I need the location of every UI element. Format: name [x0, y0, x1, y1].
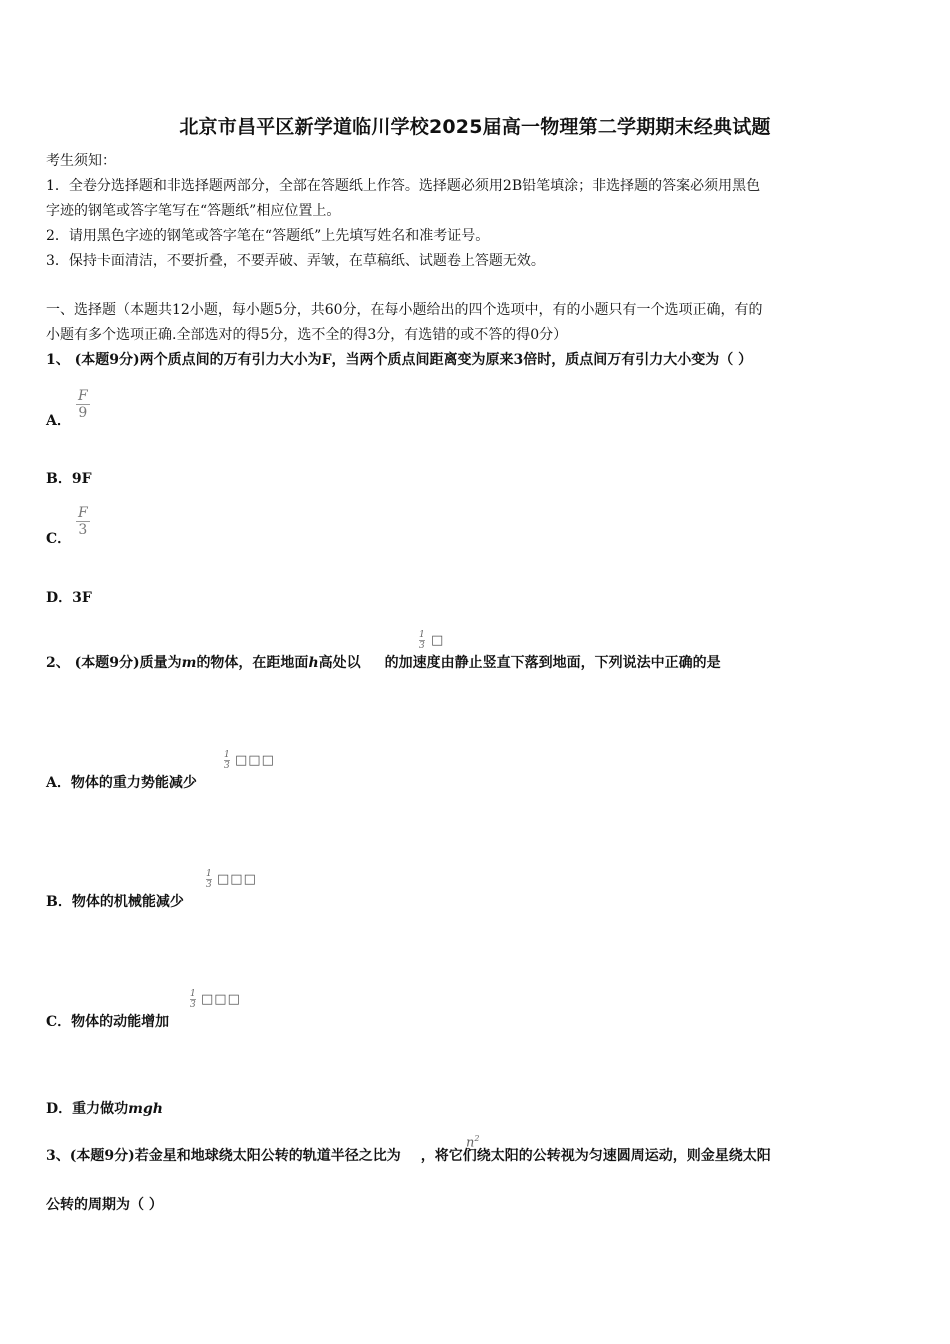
q1-option-d: D．3F: [46, 590, 92, 606]
q3-n-symbol: n: [466, 1135, 475, 1151]
q2-option-b-fraction: [206, 869, 212, 890]
document-title: 北京市昌平区新学道临川学校2025届高一物理第二学期期末经典试题: [179, 116, 771, 138]
section-instructions-line-2: 小题有多个选项正确.全部选对的得5分，选不全的得3分，有选错的或不答的得0分）: [46, 327, 568, 343]
q1-option-a-denominator: 9: [78, 405, 88, 421]
q1-option-b: B．9F: [46, 471, 92, 487]
q1-option-a-numerator: F: [78, 388, 88, 404]
q1-option-c-denominator: 3: [78, 522, 88, 538]
q2-option-a-fraction-den: 3: [224, 761, 230, 771]
notice-item-2: 2．请用黑色字迹的钢笔或答字笔在“答题纸”上先填写姓名和准考证号。: [46, 228, 490, 244]
question-3-line-2: 公转的周期为（ ）: [46, 1197, 163, 1213]
q2-option-a-mgh-boxes: □□□: [235, 753, 275, 768]
q3-stem-prefix: 3、(本题9分)若金星和地球绕太阳公转的轨道半径之比为: [46, 1148, 401, 1164]
q3-ratio-n-squared: [466, 1134, 479, 1150]
q2-stem-fraction-den: 3: [419, 641, 425, 651]
q2-option-a-fraction-num: 1: [224, 750, 230, 760]
q2-option-b-mgh-boxes: □□□: [217, 872, 257, 887]
notice-item-1-line-1: 1．全卷分选择题和非选择题两部分，全部在答题纸上作答。选择题必须用2B铅笔填涂；非选择题的答案必须用黑色: [46, 178, 761, 194]
q1-option-c-fraction: [76, 505, 90, 538]
q2-option-c-fraction: [190, 989, 196, 1010]
section-instructions-line-1: 一、选择题（本题共12小题，每小题5分，共60分，在每小题给出的四个选项中，有的小题只有一个选项正确，有的: [46, 302, 763, 318]
q2-option-a-fraction: [224, 750, 230, 771]
q2-stem-prefix: 2、 (本题9分)质量为: [46, 655, 182, 671]
q1-option-a-label: A．: [46, 413, 71, 429]
q1-option-a-fraction: [76, 388, 90, 421]
q2-option-b-fraction-num: 1: [206, 869, 212, 879]
q2-option-b-fraction-den: 3: [206, 880, 212, 890]
q3-n-exponent: 2: [474, 1134, 480, 1143]
q2-stem-middle: 的物体，在距地面: [196, 655, 309, 671]
q2-option-d-text: D．重力做功: [46, 1101, 129, 1117]
q1-option-c-numerator: F: [78, 505, 88, 521]
question-1-stem: 1、 (本题9分)两个质点间的万有引力大小为F，当两个质点间距离变为原来3倍时，质点间万有引力大小变为（ ）: [46, 352, 753, 368]
q2-option-a: A．物体的重力势能减少: [46, 775, 197, 791]
q2-option-c-fraction-num: 1: [190, 989, 196, 999]
q2-mass-symbol: m: [181, 655, 197, 671]
notice-item-1-line-2: 字迹的钢笔或答字笔写在“答题纸”相应位置上。: [46, 203, 341, 219]
notice-item-3: 3．保持卡面清洁，不要折叠，不要弄破、弄皱，在草稿纸、试题卷上答题无效。: [46, 253, 545, 269]
q2-stem-suffix: 的加速度由静止竖直下落到地面，下列说法中正确的是: [384, 655, 721, 671]
q1-option-c-label: C．: [46, 531, 72, 547]
q3-stem-suffix: ，将它们绕太阳的公转视为匀速圆周运动，则金星绕太阳: [420, 1148, 771, 1164]
notice-heading: 考生须知：: [46, 153, 116, 169]
q2-stem-fraction-num: 1: [419, 630, 425, 640]
q2-option-c-fraction-den: 3: [190, 1000, 196, 1010]
q2-option-c-mgh-boxes: □□□: [201, 992, 241, 1007]
q2-stem-fraction: [419, 630, 425, 651]
q2-option-d-mgh: mgh: [128, 1101, 163, 1117]
q2-option-d: [46, 1098, 163, 1120]
q2-stem-g-box: □: [431, 633, 445, 648]
q2-option-c: C．物体的动能增加: [46, 1014, 170, 1030]
question-3-stem: [46, 1145, 771, 1167]
question-2-stem: [46, 652, 721, 674]
q2-option-b: B．物体的机械能减少: [46, 894, 184, 910]
q2-stem-middle-2: 高处以: [318, 655, 361, 671]
q2-height-symbol: h: [308, 655, 319, 671]
